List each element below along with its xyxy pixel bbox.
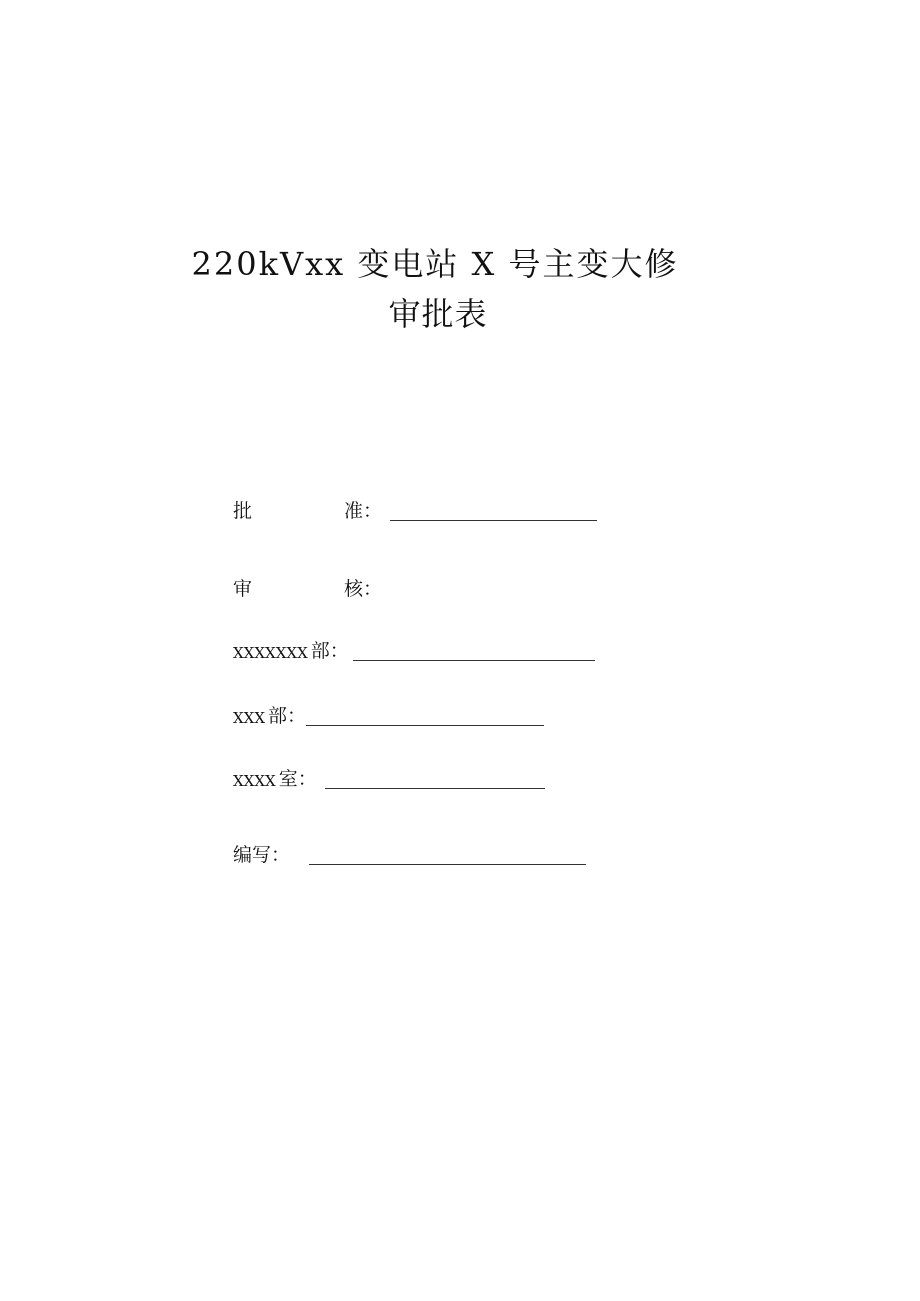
document-subtitle: 审批表 (388, 295, 488, 333)
approve-signature-line[interactable] (390, 519, 597, 521)
dept2-suffix: 部： (268, 705, 307, 727)
author-signature-line[interactable] (309, 863, 586, 865)
dept2-signature-line[interactable] (306, 724, 544, 726)
office-signature-line[interactable] (325, 787, 545, 789)
review-label-a: 审 (233, 578, 253, 600)
dept1-code: XXXXXXX (233, 644, 308, 662)
review-label-b: 核： (344, 578, 383, 600)
approve-label-b: 准： (344, 500, 383, 522)
dept2-code: XXX (233, 709, 266, 727)
document-title: 220kVxx 变电站 X 号主变大修 (191, 245, 679, 283)
dept2-field (233, 707, 544, 726)
approve-field (233, 502, 597, 521)
dept1-field (233, 642, 595, 661)
office-suffix: 室： (278, 768, 317, 790)
author-field (233, 846, 586, 865)
review-field (233, 580, 382, 599)
dept1-suffix: 部： (310, 640, 349, 662)
author-label: 编写： (233, 844, 291, 866)
approve-label-a: 批 (233, 500, 253, 522)
office-code: XXXX (233, 772, 276, 790)
office-field (233, 770, 545, 789)
dept1-signature-line[interactable] (353, 659, 595, 661)
